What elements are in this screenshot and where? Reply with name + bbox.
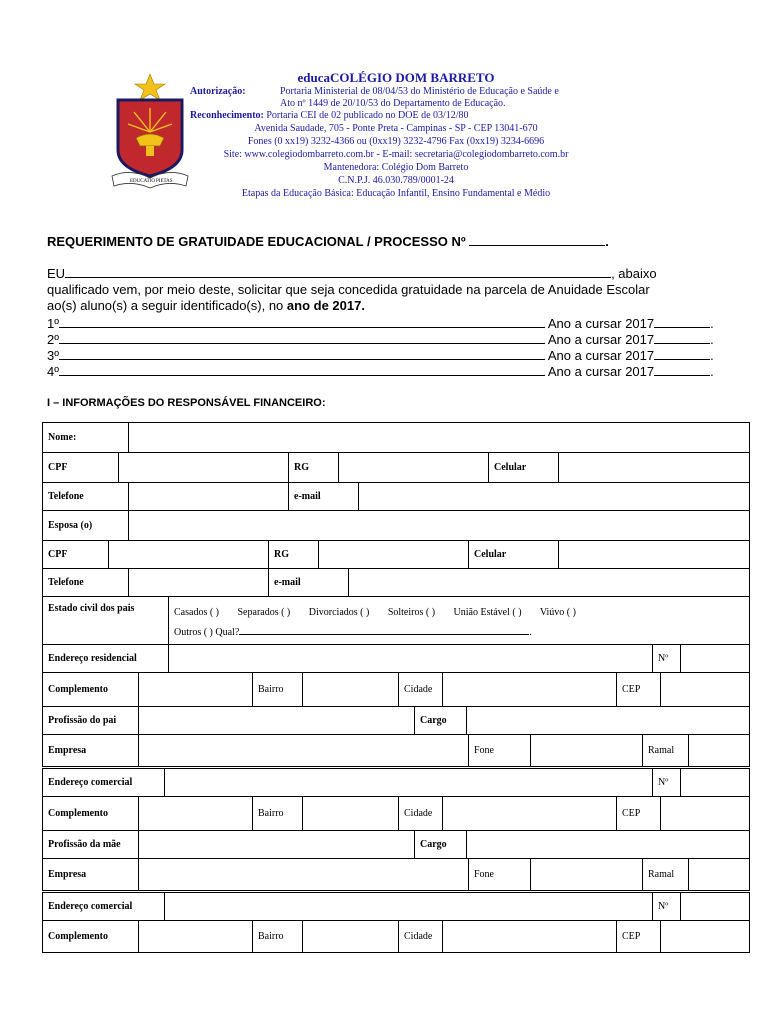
- option-divorciados[interactable]: Divorciados ( ): [308, 607, 370, 618]
- complemento-input[interactable]: [139, 921, 253, 953]
- label-cargo: Cargo: [415, 831, 467, 859]
- student-line: 3º Ano a cursar 2017 .: [47, 348, 714, 363]
- label-estado-civil: Estado civil dos pais: [43, 597, 169, 645]
- label-cep: CEP: [617, 921, 661, 953]
- empresa-input[interactable]: [139, 859, 469, 891]
- celular-input[interactable]: [559, 453, 750, 483]
- label-bairro: Bairro: [253, 673, 303, 707]
- label-profissao-pai: Profissão do pai: [43, 707, 139, 735]
- form-table-complemento: [42, 920, 750, 953]
- label-telefone: Telefone: [43, 569, 129, 597]
- maintainer: Mantenedora: Colégio Dom Barreto: [323, 162, 469, 173]
- fone-input[interactable]: [531, 859, 643, 891]
- label-bairro: Bairro: [253, 921, 303, 953]
- label-cidade: Cidade: [399, 921, 443, 953]
- option-casados[interactable]: Casados ( ): [174, 607, 219, 618]
- label-endereco-residencial: Endereço residencial: [43, 645, 169, 673]
- education-stages: Etapas da Educação Básica: Educação Infantil, Ensino Fundamental e Médio: [241, 188, 551, 199]
- numero-input[interactable]: [681, 769, 750, 797]
- cidade-input[interactable]: [443, 921, 617, 953]
- cep-input[interactable]: [661, 797, 750, 831]
- student-name-field[interactable]: [59, 315, 545, 328]
- fone-input[interactable]: [531, 735, 643, 767]
- requester-name-field[interactable]: [65, 265, 611, 278]
- form-table-empresa: [42, 734, 750, 767]
- label-cpf: CPF: [43, 453, 119, 483]
- auth-text-2: Ato nº 1449 de 20/10/53 do Departamento de Educação.: [280, 98, 506, 109]
- star-icon: [135, 74, 165, 100]
- label-cep: CEP: [617, 673, 661, 707]
- ramal-input[interactable]: [689, 735, 750, 767]
- cidade-input[interactable]: [443, 797, 617, 831]
- form-table-complemento: [42, 796, 750, 831]
- label-numero: Nº: [653, 769, 681, 797]
- student-name-field[interactable]: [59, 347, 545, 360]
- label-rg: RG: [289, 453, 339, 483]
- form-table-endereco-comercial: [42, 768, 750, 797]
- label-empresa: Empresa: [43, 735, 139, 767]
- phones: Fones (0 xx19) 3232-4366 ou (0xx19) 3232-4796 Fax (0xx19) 3234-6696: [247, 136, 545, 147]
- label-numero: Nº: [653, 645, 681, 673]
- cep-input[interactable]: [661, 673, 750, 707]
- form-table-telefone-spouse: [42, 568, 750, 597]
- process-number-field[interactable]: [469, 233, 605, 246]
- numero-input[interactable]: [681, 645, 750, 673]
- form-table-esposa: [42, 510, 750, 541]
- form-table-complemento: [42, 672, 750, 707]
- requester-line: EU , abaixo: [47, 266, 657, 281]
- ramal-input[interactable]: [689, 859, 750, 891]
- student-line: 4º Ano a cursar 2017 .: [47, 364, 714, 379]
- celular-input[interactable]: [559, 541, 750, 569]
- cargo-input[interactable]: [467, 707, 750, 735]
- cpf-input[interactable]: [109, 541, 269, 569]
- form-table-empresa: [42, 858, 750, 891]
- label-numero: Nº: [653, 893, 681, 921]
- label-fone: Fone: [469, 735, 531, 767]
- label-endereco-comercial: Endereço comercial: [43, 769, 165, 797]
- cnpj: C.N.P.J. 46.030.789/0001-24: [338, 175, 454, 186]
- label-bairro: Bairro: [253, 797, 303, 831]
- form-table-telefone: [42, 482, 750, 511]
- option-solteiros[interactable]: Solteiros ( ): [387, 607, 436, 618]
- student-line: 2º Ano a cursar 2017 .: [47, 332, 714, 347]
- crest-motto-left: EDUCATIO: [130, 179, 155, 184]
- auth-text-1: Portaria Ministerial de 08/04/53 do Ministério de Educação e Saúde e: [280, 86, 559, 97]
- student-name-field[interactable]: [59, 331, 545, 344]
- label-cidade: Cidade: [399, 673, 443, 707]
- bairro-input[interactable]: [303, 797, 399, 831]
- telefone-input[interactable]: [129, 483, 289, 511]
- student-year-field[interactable]: [654, 331, 710, 344]
- recognition: Reconhecimento: Portaria CEI de 02 publicado no DOE de 03/12/80: [190, 110, 469, 121]
- student-year-field[interactable]: [654, 315, 710, 328]
- cidade-input[interactable]: [443, 673, 617, 707]
- nome-input[interactable]: [129, 423, 750, 453]
- complemento-input[interactable]: [139, 673, 253, 707]
- label-cpf: CPF: [43, 541, 109, 569]
- option-separados[interactable]: Separados ( ): [237, 607, 291, 618]
- option-viuvo[interactable]: Viúvo ( ): [539, 607, 576, 618]
- rg-input[interactable]: [339, 453, 489, 483]
- profissao-mae-input[interactable]: [139, 831, 415, 859]
- label-rg: RG: [269, 541, 319, 569]
- label-complemento: Complemento: [43, 797, 139, 831]
- label-celular: Celular: [469, 541, 559, 569]
- form-table-cpf-spouse: [42, 540, 750, 569]
- school-crest-logo: [110, 72, 190, 192]
- label-cep: CEP: [617, 797, 661, 831]
- option-uniao-estavel[interactable]: União Estável ( ): [453, 607, 522, 618]
- label-empresa: Empresa: [43, 859, 139, 891]
- label-telefone: Telefone: [43, 483, 129, 511]
- form-table-nome: [42, 422, 750, 453]
- endereco-residencial-input[interactable]: [169, 645, 653, 673]
- student-name-field[interactable]: [59, 363, 545, 376]
- label-endereco-comercial: Endereço comercial: [43, 893, 165, 921]
- address: Avenida Saudade, 705 - Ponte Preta - Campinas - SP - CEP 13041-670: [254, 123, 538, 134]
- rg-input[interactable]: [319, 541, 469, 569]
- label-complemento: Complemento: [43, 921, 139, 953]
- cpf-input[interactable]: [119, 453, 289, 483]
- email-input[interactable]: [349, 569, 750, 597]
- auth-label: Autorização:: [190, 86, 246, 97]
- form-table-endereco-residencial: [42, 644, 750, 673]
- label-esposa: Esposa (o): [43, 511, 129, 541]
- label-nome: Nome:: [43, 423, 129, 453]
- numero-input[interactable]: [681, 893, 750, 921]
- label-cidade: Cidade: [399, 797, 443, 831]
- form-title: REQUERIMENTO DE GRATUIDADE EDUCACIONAL / PROCESSO Nº .: [47, 234, 609, 249]
- crest-motto-right: PIETAS: [156, 179, 173, 184]
- outros-qual-field[interactable]: [239, 624, 529, 635]
- student-line: 1º Ano a cursar 2017 .: [47, 316, 714, 331]
- label-complemento: Complemento: [43, 673, 139, 707]
- student-year-field[interactable]: [654, 363, 710, 376]
- esposa-input[interactable]: [129, 511, 750, 541]
- endereco-comercial-input[interactable]: [165, 769, 653, 797]
- email-input[interactable]: [359, 483, 750, 511]
- label-fone: Fone: [469, 859, 531, 891]
- estado-civil-options: Casados ( ) Separados ( ) Divorciados ( ) Solteiros ( ) União Estável ( ) Viúvo ( ) Outros ( ) Qual? .: [169, 597, 750, 645]
- empresa-input[interactable]: [139, 735, 469, 767]
- label-ramal: Ramal: [643, 735, 689, 767]
- cep-input[interactable]: [661, 921, 750, 953]
- school-name: educaCOLÉGIO DOM BARRETO: [297, 70, 495, 85]
- form-table-endereco-comercial: [42, 892, 750, 921]
- section-title: I – INFORMAÇÕES DO RESPONSÁVEL FINANCEIRO:: [47, 397, 326, 409]
- lamp-icon: [136, 134, 164, 146]
- label-celular: Celular: [489, 453, 559, 483]
- profissao-pai-input[interactable]: [139, 707, 415, 735]
- label-ramal: Ramal: [643, 859, 689, 891]
- form-table-profissao-pai: [42, 706, 750, 735]
- endereco-comercial-input[interactable]: [165, 893, 653, 921]
- paragraph-line-1: qualificado vem, por meio deste, solicitar que seja concedida gratuidade na parcela de Anuidade Escolar: [47, 282, 650, 297]
- form-table-cpf: [42, 452, 750, 483]
- form-table-estado-civil: [42, 596, 750, 645]
- label-profissao-mae: Profissão da mãe: [43, 831, 139, 859]
- bairro-input[interactable]: [303, 921, 399, 953]
- cargo-input[interactable]: [467, 831, 750, 859]
- telefone-input[interactable]: [129, 569, 269, 597]
- student-year-field[interactable]: [654, 347, 710, 360]
- label-email: e-mail: [269, 569, 349, 597]
- option-outros[interactable]: Outros ( ) Qual?: [174, 627, 240, 638]
- bairro-input[interactable]: [303, 673, 399, 707]
- label-cargo: Cargo: [415, 707, 467, 735]
- label-email: e-mail: [289, 483, 359, 511]
- paragraph-line-2: ao(s) aluno(s) a seguir identificado(s), no ano de 2017.: [47, 298, 365, 313]
- form-table-profissao-mae: [42, 830, 750, 859]
- site-email: Site: www.colegiodombarreto.com.br - E-mail: secretaria@colegiodombarreto.com.br: [223, 149, 569, 160]
- complemento-input[interactable]: [139, 797, 253, 831]
